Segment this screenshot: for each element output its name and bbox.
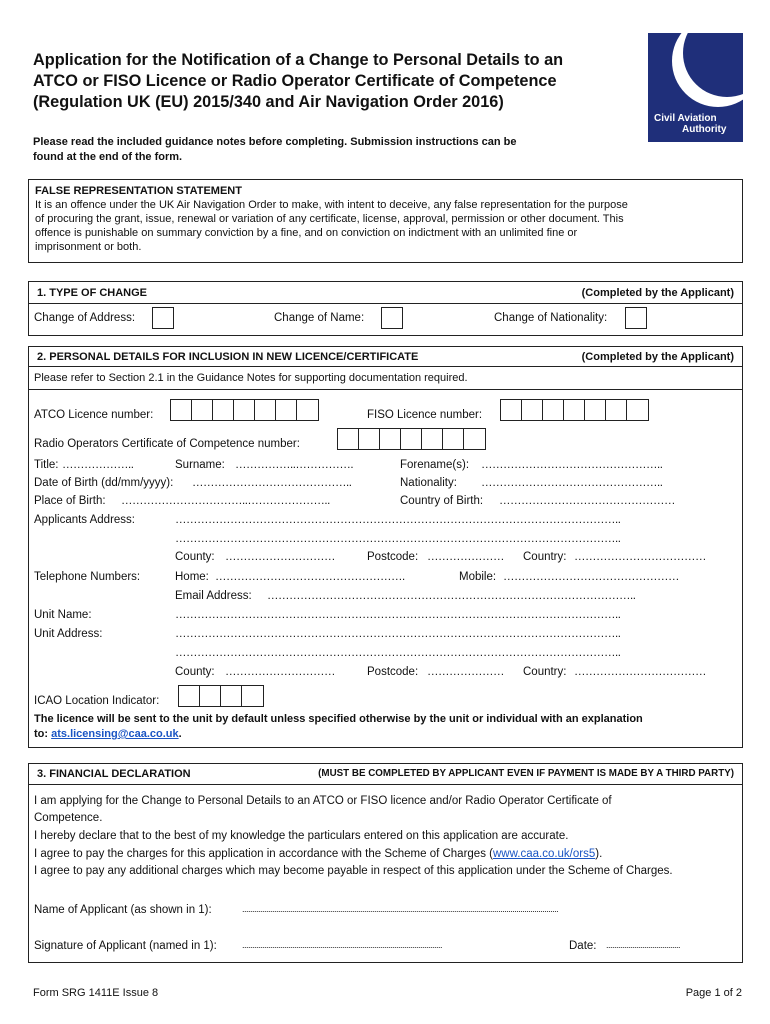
unit-postcode-field[interactable]: ………………… (427, 666, 504, 678)
page-number: Page 1 of 2 (685, 987, 742, 999)
nationality-field[interactable]: ………………………………………….. (481, 477, 663, 489)
radio-certificate-input[interactable] (337, 428, 486, 450)
fiso-licence-input[interactable] (500, 399, 649, 421)
declaration-line: Competence. (34, 812, 103, 824)
change-address-checkbox[interactable] (152, 307, 174, 329)
email-label: Email Address: (175, 590, 252, 602)
false-rep-line: offence is punishable on summary conviction by a fine, and on conviction on indictment with an unlimited fine or (35, 227, 578, 239)
change-address-label: Change of Address: (34, 312, 136, 324)
postcode-field[interactable]: ………………… (427, 551, 504, 563)
section-3-note: (MUST BE COMPLETED BY APPLICANT EVEN IF PAYMENT IS MADE BY A THIRD PARTY) (318, 768, 734, 779)
place-of-birth-label: Place of Birth: (34, 495, 106, 507)
unit-postcode-label: Postcode: (367, 666, 419, 678)
radio-certificate-label: Radio Operators Certificate of Competence number: (34, 438, 300, 450)
forenames-label: Forename(s): (400, 459, 470, 471)
logo-line-2: Authority (682, 124, 727, 135)
country-label: Country: (523, 551, 567, 563)
atco-licence-input[interactable] (170, 399, 319, 421)
intro-text: Please read the included guidance notes before completing. Submission instructions can be found at the end of the form. (33, 136, 517, 163)
date-label: Date: (569, 940, 597, 952)
country-of-birth-field[interactable]: ………………………………………… (499, 495, 675, 507)
date-field[interactable]: ..................................... (606, 940, 681, 950)
logo-line-1: Civil Aviation (654, 113, 717, 124)
false-rep-line: imprisonment or both. (35, 241, 142, 253)
section-2-note: (Completed by the Applicant) (581, 351, 734, 363)
telephone-label: Telephone Numbers: (34, 571, 141, 583)
false-rep-line: of procuring the grant, issue, renewal or variation of any certificate, license, approval, permission or other document. This (35, 213, 624, 225)
applicant-address-line-2[interactable]: ………………………………………………………………………………………………………….. (175, 533, 621, 545)
declaration-line: I agree to pay any additional charges which may become payable in respect of this application under the Scheme of Charges. (34, 865, 673, 877)
form-number: Form SRG 1411E Issue 8 (33, 987, 159, 999)
unit-address-label: Unit Address: (34, 628, 103, 640)
signature-field[interactable]: .................................................................................................... (242, 940, 443, 950)
form-title: Application for the Notification of a Change to Personal Details to an ATCO or FISO Licence or Radio Operator Certificate of Competence (Regulation UK (EU) 2015/340 and Air Navigation Order 2016) (33, 51, 564, 111)
section-personal-details (28, 346, 743, 748)
applicant-address-label: Applicants Address: (34, 514, 136, 526)
change-nationality-checkbox[interactable] (625, 307, 647, 329)
change-name-checkbox[interactable] (381, 307, 403, 329)
surname-field[interactable]: ……………..……………. (235, 459, 354, 471)
declaration-line: I agree to pay the charges for this application in accordance with the Scheme of Charges (www.caa.co.uk/ors5). (34, 848, 603, 860)
unit-country-field[interactable]: ……………………………… (574, 666, 706, 678)
delivery-notice: The licence will be sent to the unit by default unless specified otherwise by the unit or individual with an explanation (34, 713, 643, 725)
title-label: Title: (34, 459, 59, 471)
delivery-notice-contact: to: ats.licensing@caa.co.uk. (34, 728, 182, 740)
title-field[interactable]: ……………….. (62, 459, 134, 471)
section-1-note: (Completed by the Applicant) (581, 287, 734, 299)
unit-address-line-2[interactable]: ………………………………………………………………………………………………………….. (175, 647, 621, 659)
change-nationality-label: Change of Nationality: (494, 312, 608, 324)
county-field[interactable]: ………………………… (225, 551, 335, 563)
section-3-title: 3. FINANCIAL DECLARATION (37, 768, 191, 780)
section-financial-declaration (28, 763, 743, 963)
atco-licence-label: ATCO Licence number: (34, 409, 154, 421)
scheme-of-charges-link[interactable]: www.caa.co.uk/ors5 (492, 848, 596, 860)
false-representation-box (28, 179, 743, 263)
icao-input[interactable] (178, 685, 264, 707)
declaration-line: I hereby declare that to the best of my knowledge the particulars entered on this application are accurate. (34, 830, 569, 842)
country-of-birth-label: Country of Birth: (400, 495, 484, 507)
home-phone-label: Home: (175, 571, 209, 583)
applicant-name-label: Name of Applicant (as shown in 1): (34, 904, 212, 916)
false-rep-line: It is an offence under the UK Air Navigation Order to make, with intent to deceive, any false representation for the purpose (35, 199, 628, 211)
surname-label: Surname: (175, 459, 225, 471)
mobile-label: Mobile: (459, 571, 497, 583)
applicant-address-line-1[interactable]: ………………………………………………………………………………………………………….. (175, 514, 621, 526)
guidance-reference: Please refer to Section 2.1 in the Guidance Notes for supporting documentation required. (34, 372, 468, 384)
county-label: County: (175, 551, 215, 563)
applicant-name-field[interactable]: .............................................................................................................................................................. (242, 904, 559, 914)
country-field[interactable]: ……………………………… (574, 551, 706, 563)
fiso-licence-label: FISO Licence number: (367, 409, 483, 421)
section-2-title: 2. PERSONAL DETAILS FOR INCLUSION IN NEW LICENCE/CERTIFICATE (37, 351, 419, 363)
place-of-birth-field[interactable]: ……………………………..………………….. (121, 495, 330, 507)
icao-label: ICAO Location Indicator: (34, 695, 160, 707)
licensing-email-link[interactable]: ats.licensing@caa.co.uk (51, 728, 179, 740)
false-rep-heading: FALSE REPRESENTATION STATEMENT (35, 185, 242, 197)
caa-logo (648, 33, 743, 142)
unit-county-field[interactable]: ………………………… (225, 666, 335, 678)
change-name-label: Change of Name: (274, 312, 365, 324)
dob-label: Date of Birth (dd/mm/yyyy): (34, 477, 174, 489)
unit-address-line-1[interactable]: ………………………………………………………………………………………………………….. (175, 628, 621, 640)
signature-label: Signature of Applicant (named in 1): (34, 940, 217, 952)
unit-country-label: Country: (523, 666, 567, 678)
dob-field[interactable]: …………………………………….. (192, 477, 352, 489)
forenames-field[interactable]: ………………………………………….. (481, 459, 663, 471)
postcode-label: Postcode: (367, 551, 419, 563)
unit-name-field[interactable]: ………………………………………………………………………………………………………….. (175, 609, 621, 621)
section-type-of-change (28, 281, 743, 336)
mobile-field[interactable]: ………………………………………… (503, 571, 679, 583)
email-field[interactable]: ……………………………………………………………………………………….. (267, 590, 636, 602)
section-1-title: 1. TYPE OF CHANGE (37, 287, 148, 299)
unit-county-label: County: (175, 666, 215, 678)
nationality-label: Nationality: (400, 477, 457, 489)
home-phone-field[interactable]: ……………………………………………. (215, 571, 405, 583)
declaration-line: I am applying for the Change to Personal Details to an ATCO or FISO licence and/or Radio Operator Certificate of (34, 795, 612, 807)
unit-name-label: Unit Name: (34, 609, 92, 621)
